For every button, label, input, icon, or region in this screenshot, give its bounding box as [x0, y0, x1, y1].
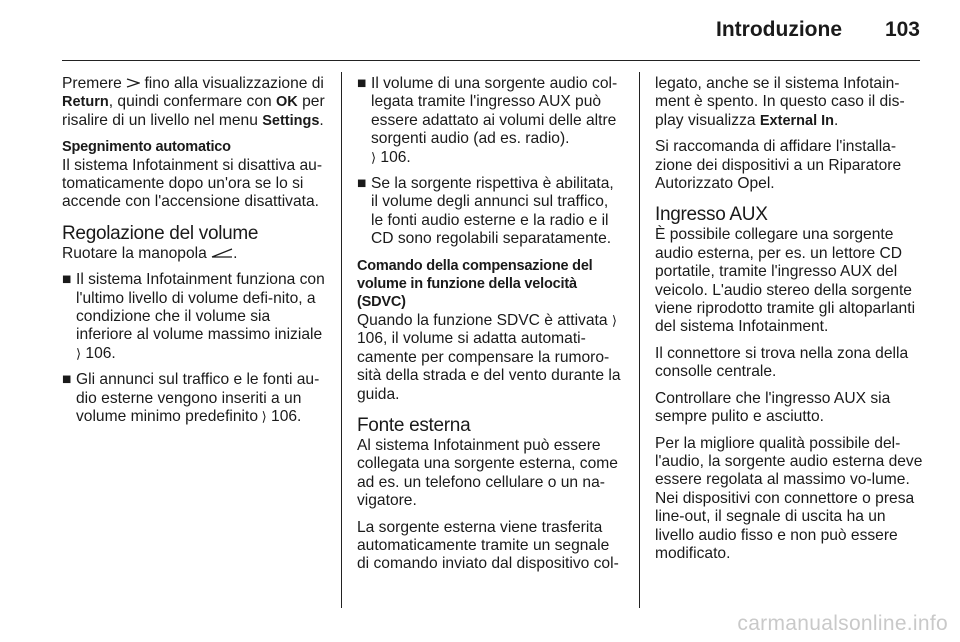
subheading: Spegnimento automatico [62, 139, 231, 156]
page-title: Introduzione [716, 18, 842, 41]
header-rule [62, 60, 920, 61]
bullet-list [62, 271, 328, 426]
subheading: Comando della compensazione del volume in funzione della velocità (SDVC) [357, 257, 593, 311]
page-header [0, 0, 960, 60]
paragraph: Premere fino alla visualizzazione di Return, quindi confermare con OK per risalire di un livello nel menu Settings. [62, 75, 325, 129]
paragraph: Quando la funzione SDVC è attivata ⟩ 106, il volume si adatta automati-camente per compensare la rumoro-sità della strada e del vento durante la guida. [357, 311, 621, 403]
paragraph: Controllare che l'ingresso AUX sia sempre pulito e asciutto. [655, 389, 891, 426]
paragraph: Per la migliore qualità possibile del-l'audio, la sorgente audio esterna deve essere regolata al massimo vo-lume. Nei dispositivi con connettore o presa line-out, il segnale di uscita ha un livello audio fisso e non può essere modificato. [655, 434, 923, 562]
paragraph: legato, anche se il sistema Infotain-ment è spento. In questo caso il dis-play visualizza External In. [655, 75, 905, 129]
list-item: ■ Il sistema Infotainment funziona con l'ultimo livello di volume defi-nito, a condizione che il volume sia inferiore al volume massimo iniziale ⟩ 106. [62, 271, 325, 362]
paragraph: Il connettore si trova nella zona della consolle centrale. [655, 344, 909, 381]
reference-arrow-icon: ⟩ [611, 312, 617, 328]
list-item: ■ Gli annunci sul traffico e le fonti au-dio esterne vengono inseriti a un volume minimo predefinito ⟩ 106. [62, 371, 320, 426]
page-number: 103 [884, 18, 920, 41]
column-divider [639, 72, 640, 608]
list-item: ■ Se la sorgente rispettiva è abilitata, il volume degli annunci sul traffico, le fonti audio esterne e la radio e il CD sono regolabili separatamente. [357, 175, 614, 248]
watermark: carmanualsonline.info [737, 612, 948, 635]
column-1 [62, 75, 328, 435]
reference-arrow-icon: ⟩ [76, 345, 82, 361]
reference-arrow-icon: ⟩ [371, 149, 377, 165]
column-3 [655, 75, 923, 571]
list-item: ■ Il volume di una sorgente audio col-legata tramite l'ingresso AUX può essere adattato ai volumi delle altre sorgenti audio (ad es. radio). ⟩ 106. [357, 75, 618, 166]
paragraph: È possibile collegare una sorgente audio esterna, per es. un lettore CD portatile, tramite l'ingresso AUX del veicolo. L'audio stereo della sorgente viene riprodotto tramite gli altoparlanti del sistema Infotainment. [655, 226, 916, 336]
menu-triangle-icon [126, 78, 140, 88]
paragraph: La sorgente esterna viene trasferita automaticamente tramite un segnale di comando inviato dal dispositivo col- [357, 518, 619, 573]
paragraph: Ruotare la manopola . [62, 244, 238, 262]
column-divider [341, 72, 342, 608]
reference-arrow-icon: ⟩ [258, 409, 267, 425]
paragraph: Al sistema Infotainment può essere collegata una sorgente esterna, come ad es. un telefono cellulare o un na-vigatore. [357, 436, 618, 510]
column-2 [357, 75, 623, 582]
volume-knob-icon [211, 248, 233, 258]
bullet-list [357, 75, 623, 249]
paragraph: Il sistema Infotainment si disattiva au-tomaticamente dopo un'ora se lo si accende con l'accensione disattivata. [62, 156, 323, 211]
section-heading: Fonte esterna [357, 414, 471, 436]
paragraph: Si raccomanda di affidare l'installa-zione dei dispositivi a un Riparatore Autorizzato Opel. [655, 138, 902, 193]
section-heading: Regolazione del volume [62, 222, 259, 244]
section-heading: Ingresso AUX [655, 204, 768, 226]
